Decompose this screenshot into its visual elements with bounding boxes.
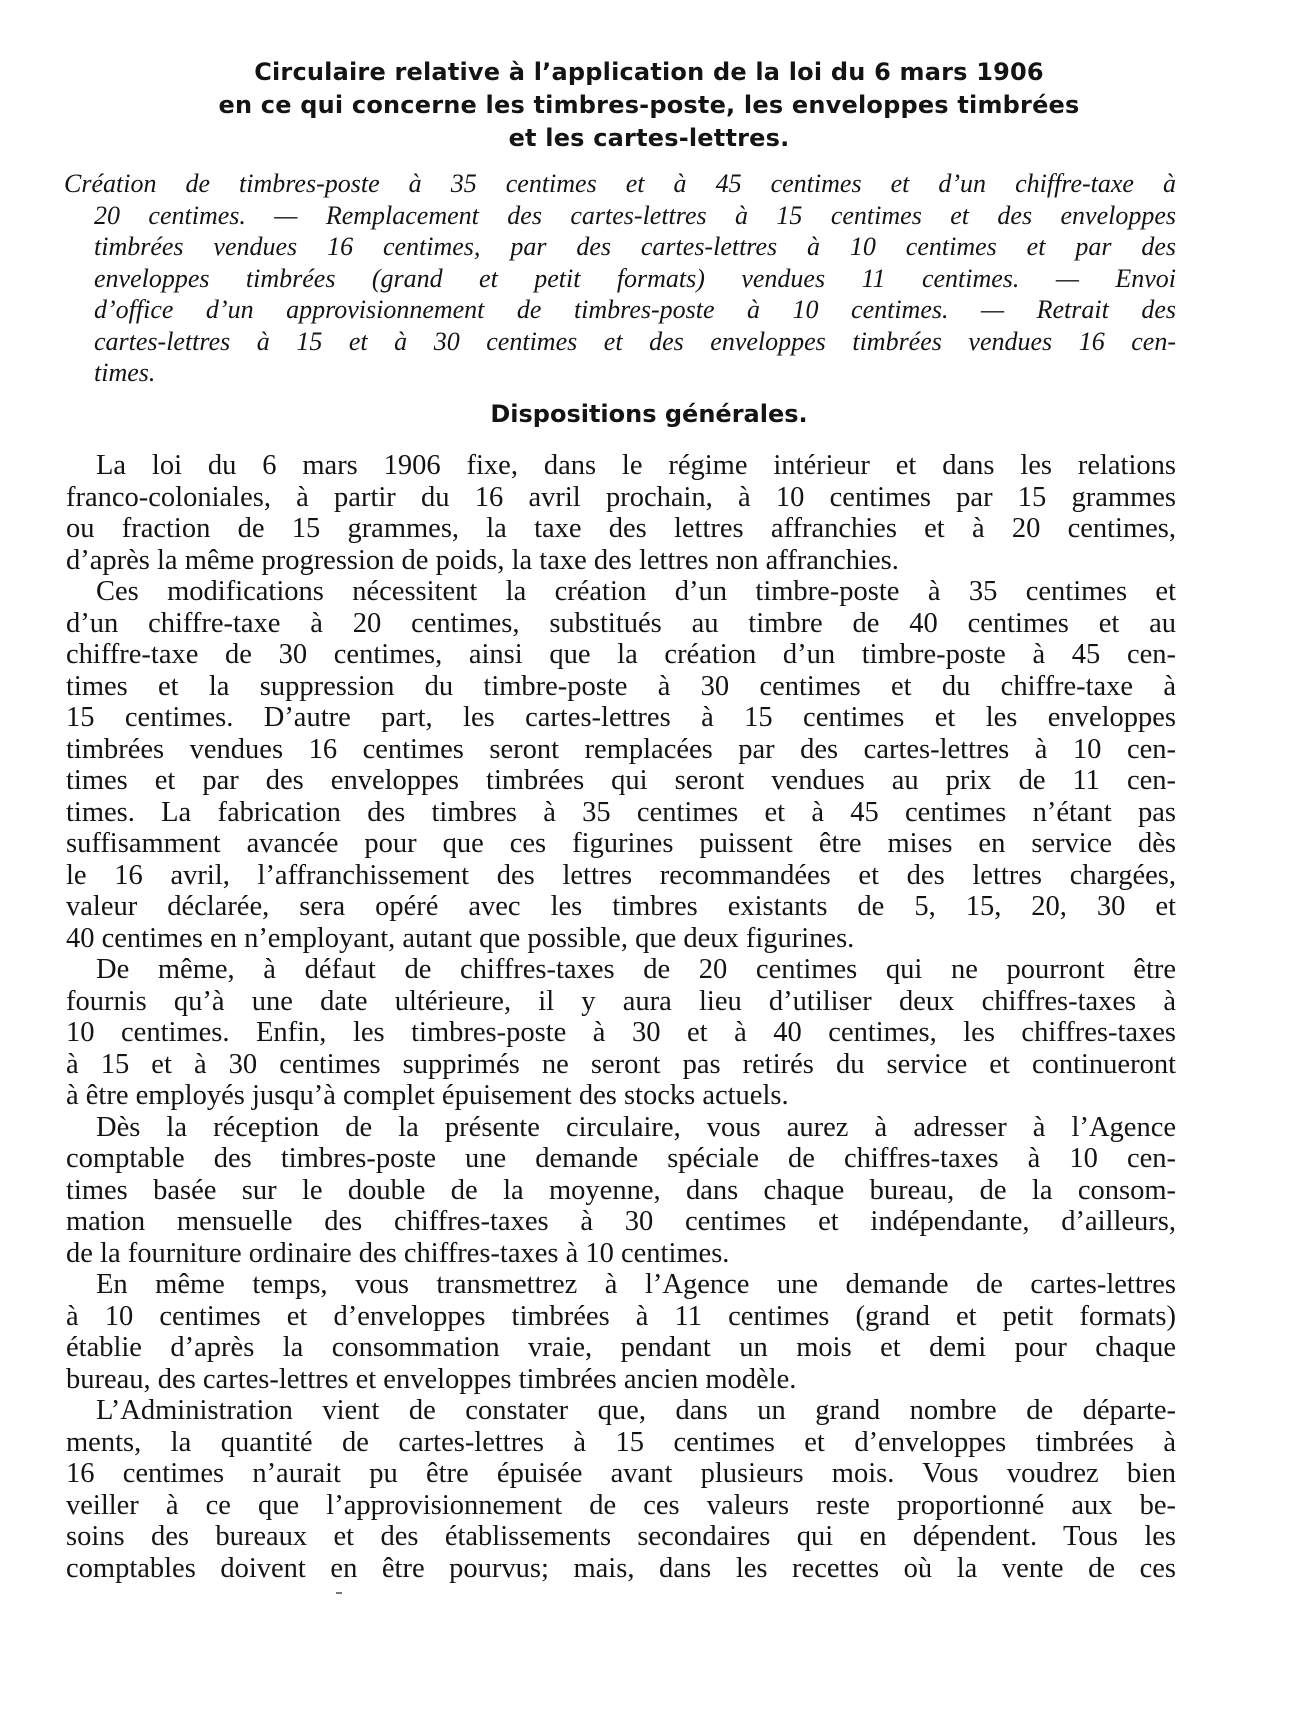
paragraph-line: L’Administration vient de constater que, dans un grand nombre de départe-: [96, 1395, 1176, 1426]
paragraph: [66, 450, 1176, 576]
paragraph-line: times basée sur le double de la moyenne, dans chaque bureau, de la consom-: [66, 1174, 1176, 1206]
paragraph-line: times et par des enveloppes timbrées qui seront vendues au prix de 11 cen-: [66, 765, 1176, 796]
summary-line: cartes-lettres à 15 et à 30 centimes et des enveloppes timbrées vendues 16 cen-: [94, 326, 1176, 356]
paragraph: [66, 1112, 1176, 1270]
paragraph-line: le 16 avril, l’affranchissement des lettres recommandées et des lettres chargées,: [66, 859, 1176, 891]
summary-line: times.: [94, 358, 156, 387]
paragraph-line: mation mensuelle des chiffres-taxes à 30 centimes et indépendante, d’ailleurs,: [66, 1206, 1176, 1237]
paragraph-line: à 10 centimes et d’enveloppes timbrées à 11 centimes (grand et petit formats): [66, 1300, 1176, 1332]
paragraph-line: 10 centimes. Enfin, les timbres-poste à 30 et à 40 centimes, les chiffres-taxes: [66, 1017, 1176, 1048]
paragraph-line: fournis qu’à une date ultérieure, il y aura lieu d’utiliser deux chiffres-taxes à: [66, 985, 1176, 1017]
paragraph-line: bureau, des cartes-lettres et enveloppes timbrées ancien modèle.: [66, 1363, 797, 1395]
paragraph-line: soins des bureaux et des établissements secondaires qui en dépendent. Tous les: [66, 1521, 1176, 1552]
paragraph-line: d’après la même progression de poids, la taxe des lettres non affranchies.: [66, 544, 899, 576]
paragraph-line: timbrées vendues 16 centimes seront remplacées par des cartes-lettres à 10 cen-: [66, 733, 1176, 765]
paragraph-line: times et la suppression du timbre-poste à 30 centimes et du chiffre-taxe à: [66, 670, 1176, 702]
paragraph-line: 16 centimes n’aurait pu être épuisée avant plusieurs mois. Vous voudrez bien: [66, 1458, 1176, 1489]
paragraph: [66, 1269, 1176, 1395]
paragraph-line: comptables doivent en être pourvus; mais, dans les recettes où la vente de ces: [66, 1552, 1176, 1584]
paragraph-line: comptable des timbres-poste une demande spéciale de chiffres-taxes à 10 cen-: [66, 1143, 1176, 1174]
paragraph-line: valeur déclarée, sera opéré avec les timbres existants de 5, 15, 20, 30 et: [66, 891, 1176, 922]
title-line: et les cartes-lettres.: [508, 124, 790, 152]
paragraph-line: veiller à ce que l’approvisionnement de ces valeurs reste proportionné aux be-: [66, 1489, 1176, 1521]
paragraph-line: Dès la réception de la présente circulaire, vous aurez à adresser à l’Agence: [96, 1111, 1176, 1143]
summary-line: d’office d’un approvisionnement de timbres-poste à 10 centimes. — Retrait des: [94, 295, 1176, 324]
paragraph-line: 40 centimes en n’employant, autant que possible, que deux figurines.: [66, 922, 855, 954]
summary-line: enveloppes timbrées (grand et petit formats) vendues 11 centimes. — Envoi: [94, 263, 1176, 293]
paragraph-line: de la fourniture ordinaire des chiffres-taxes à 10 centimes.: [66, 1237, 730, 1269]
circular-title: [80, 56, 1218, 155]
paragraph-line: à être employés jusqu’à complet épuisement des stocks actuels.: [66, 1080, 789, 1111]
scan-speck: [336, 1592, 342, 1594]
paragraph-line: établie d’après la consommation vraie, pendant un mois et demi pour chaque: [66, 1332, 1176, 1363]
paragraph-line: ou fraction de 15 grammes, la taxe des lettres affranchies et à 20 centimes,: [66, 513, 1176, 544]
paragraph-line: chiffre-taxe de 30 centimes, ainsi que la création d’un timbre-poste à 45 cen-: [66, 639, 1176, 670]
paragraph-line: 15 centimes. D’autre part, les cartes-lettres à 15 centimes et les enveloppes: [66, 702, 1176, 733]
paragraph-line: ments, la quantité de cartes-lettres à 15 centimes et d’enveloppes timbrées à: [66, 1426, 1176, 1458]
paragraph-line: suffisamment avancée pour que ces figurines puissent être mises en service dès: [66, 828, 1176, 859]
paragraph-line: Ces modifications nécessitent la création d’un timbre-poste à 35 centimes et: [96, 576, 1176, 607]
paragraph-line: à 15 et à 30 centimes supprimés ne seront pas retirés du service et continueront: [66, 1048, 1176, 1080]
paragraph-line: times. La fabrication des timbres à 35 centimes et à 45 centimes n’étant pas: [66, 796, 1176, 828]
section-heading: Dispositions générales.: [490, 400, 808, 428]
paragraph: [66, 954, 1176, 1112]
summary-line: 20 centimes. — Remplacement des cartes-lettres à 15 centimes et des enveloppes: [94, 200, 1176, 230]
title-line: Circulaire relative à l’application de la loi du 6 mars 1906: [254, 58, 1044, 86]
body-text: [66, 450, 1176, 1584]
paragraph-line: En même temps, vous transmettrez à l’Agence une demande de cartes-lettres: [96, 1269, 1176, 1300]
paragraph: [66, 576, 1176, 954]
title-line: en ce qui concerne les timbres-poste, les enveloppes timbrées: [218, 91, 1080, 119]
summary-line: Création de timbres-poste à 35 centimes et à 45 centimes et d’un chiffre-taxe à: [64, 169, 1176, 198]
summary-line: timbrées vendues 16 centimes, par des cartes-lettres à 10 centimes et par des: [94, 232, 1176, 261]
paragraph: [66, 1395, 1176, 1584]
paragraph-line: d’un chiffre-taxe à 20 centimes, substitués au timbre de 40 centimes et au: [66, 607, 1176, 639]
paragraph-line: De même, à défaut de chiffres-taxes de 20 centimes qui ne pourront être: [96, 954, 1176, 985]
summary-block: [64, 168, 1176, 389]
paragraph-line: franco-coloniales, à partir du 16 avril prochain, à 10 centimes par 15 grammes: [66, 481, 1176, 513]
paragraph-line: La loi du 6 mars 1906 fixe, dans le régime intérieur et dans les relations: [96, 450, 1176, 481]
